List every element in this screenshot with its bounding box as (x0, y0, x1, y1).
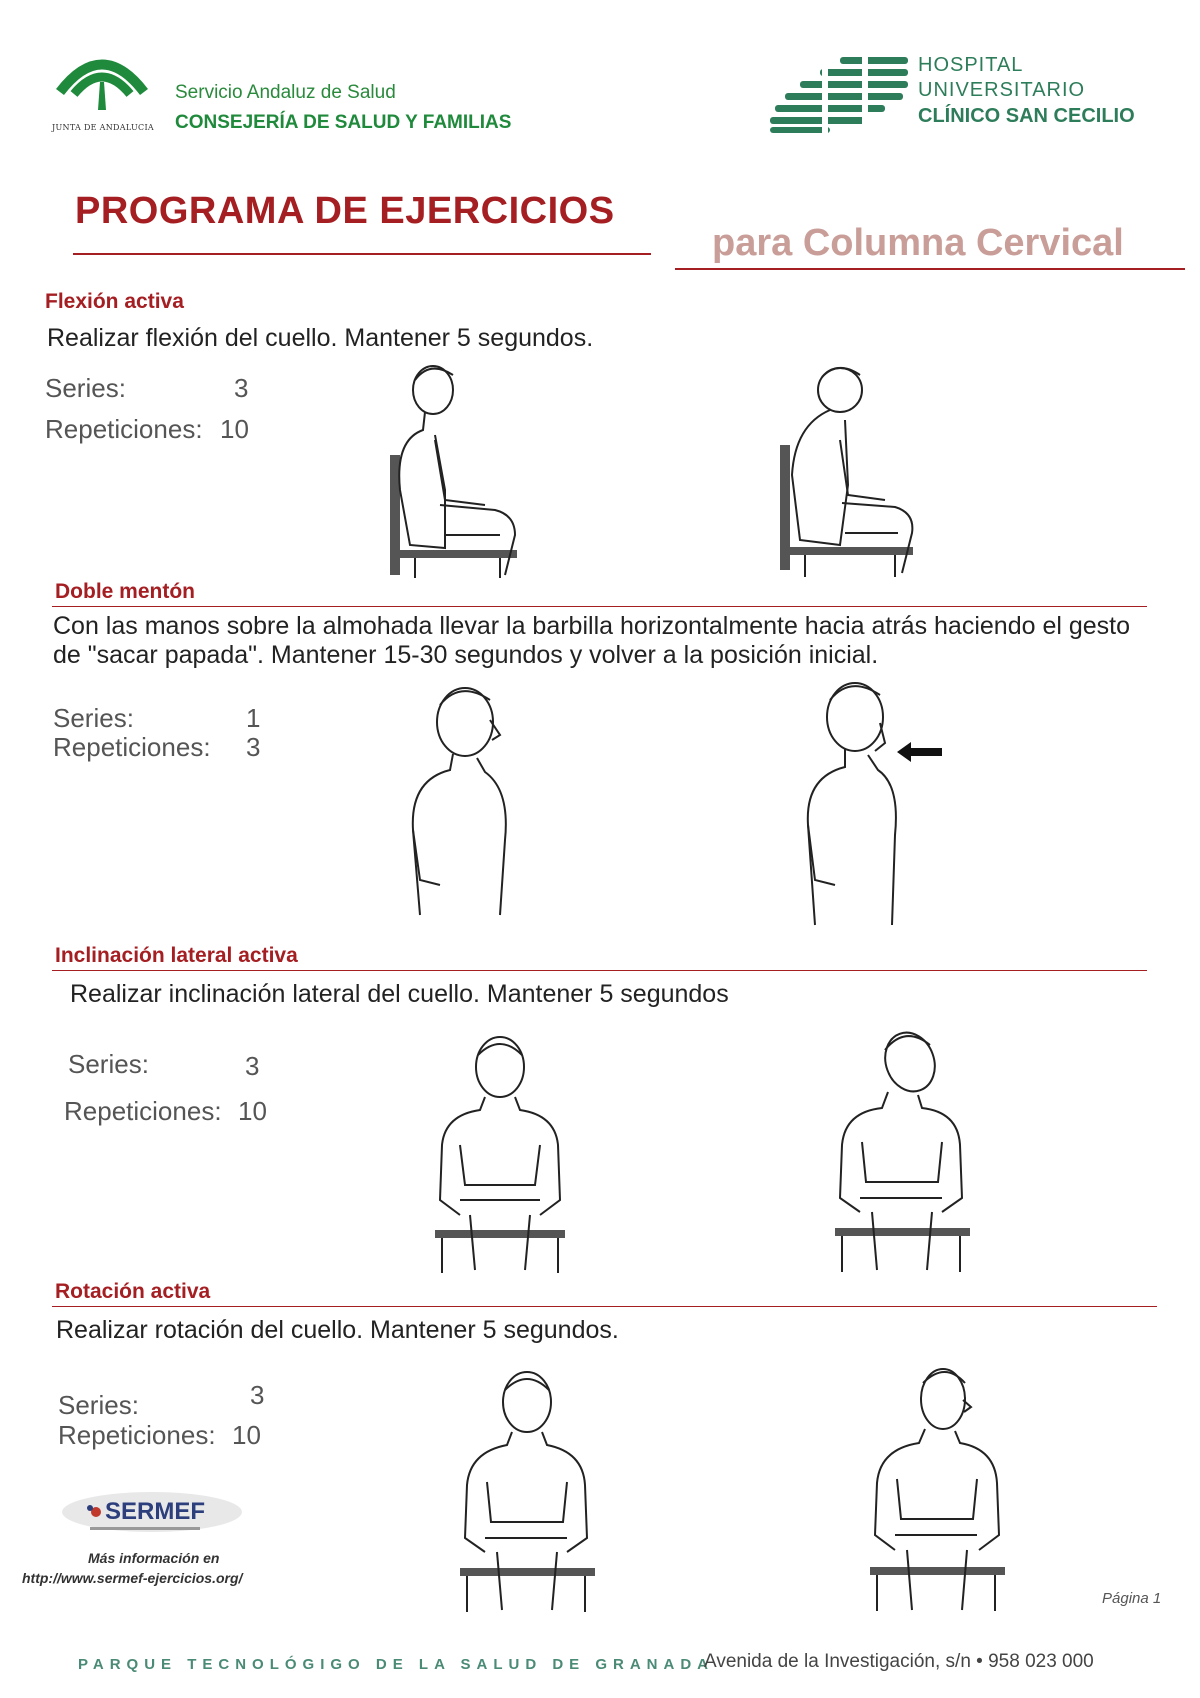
junta-label: JUNTA DE ANDALUCIA (52, 123, 155, 132)
title-divider (73, 253, 651, 255)
series-label: Series: (68, 1049, 149, 1079)
standing-neutral-figure (405, 680, 525, 925)
sas-line2: CONSEJERÍA DE SALUD Y FAMILIAS (175, 112, 512, 133)
section-divider (52, 1306, 1157, 1307)
junta-emblem-icon (52, 42, 152, 112)
reps-value: 10 (238, 1096, 267, 1126)
reps-label: Repeticiones: (58, 1420, 216, 1450)
standing-chin-tuck-figure (800, 675, 910, 935)
seated-front-neutral-figure (430, 1025, 570, 1275)
series-value: 1 (246, 703, 261, 733)
hospital-line3: CLÍNICO SAN CECILIO (918, 105, 1135, 127)
reps-value: 3 (246, 732, 261, 762)
reps-label: Repeticiones: (64, 1096, 222, 1126)
series-value: 3 (245, 1051, 260, 1081)
hospital-stripes-icon (770, 55, 910, 135)
exercise-description: Con las manos sobre la almohada llevar la barbilla horizontalmente hacia atrás haciendo el gesto de "sacar papada". Mantener 15-30 segundos y volver a la posición inicial. (53, 612, 1131, 669)
sas-line1: Servicio Andaluz de Salud (175, 82, 396, 103)
exercise-title: Flexión activa (45, 290, 184, 313)
page-subtitle: para Columna Cervical (712, 222, 1124, 264)
exercise-title: Rotación activa (55, 1280, 211, 1303)
exercise-title: Doble mentón (55, 580, 195, 603)
reps-value: 10 (232, 1420, 261, 1450)
exercise-description: Realizar flexión del cuello. Mantener 5 segundos. (47, 324, 594, 352)
subtitle-divider (675, 268, 1185, 270)
seated-rotation-neutral-figure (455, 1360, 600, 1615)
seated-flexion-figure (770, 355, 945, 580)
series-value: 3 (234, 373, 249, 403)
exercise-description: Realizar rotación del cuello. Mantener 5 segundos. (56, 1316, 619, 1344)
reps-label: Repeticiones: (45, 414, 203, 444)
hospital-logo-mark (770, 55, 910, 140)
series-label: Series: (58, 1390, 139, 1420)
more-info-label: Más información en (88, 1550, 220, 1566)
sermef-label: SERMEF (105, 1498, 206, 1525)
junta-logo (52, 42, 155, 132)
arrow-left-icon (897, 742, 942, 762)
footer-address: Avenida de la Investigación, s/n • 958 023 000 (704, 1651, 1094, 1672)
exercise-description: Realizar inclinación lateral del cuello. Mantener 5 segundos (70, 980, 729, 1008)
section-divider (52, 970, 1147, 971)
hospital-line1: HOSPITAL (918, 54, 1024, 76)
series-value: 3 (250, 1380, 265, 1410)
exercise-title: Inclinación lateral activa (55, 944, 298, 967)
reps-label: Repeticiones: (53, 732, 211, 762)
footer-park-name: PARQUE TECNOLÓGIGO DE LA SALUD DE GRANADA (78, 1656, 715, 1673)
series-label: Series: (53, 703, 134, 733)
page-title: PROGRAMA DE EJERCICIOS (75, 190, 615, 232)
seated-neutral-figure (375, 360, 550, 580)
page-number: Página 1 (1102, 1590, 1162, 1607)
seated-rotation-turned-figure (865, 1355, 1010, 1615)
reps-value: 10 (220, 414, 249, 444)
sermef-logo (60, 1490, 245, 1540)
seated-front-lateral-tilt-figure (830, 1020, 975, 1275)
series-label: Series: (45, 373, 126, 403)
section-divider (52, 606, 1147, 607)
more-info-url[interactable]: http://www.sermef-ejercicios.org/ (22, 1570, 243, 1586)
hospital-line2: UNIVERSITARIO (918, 79, 1086, 101)
